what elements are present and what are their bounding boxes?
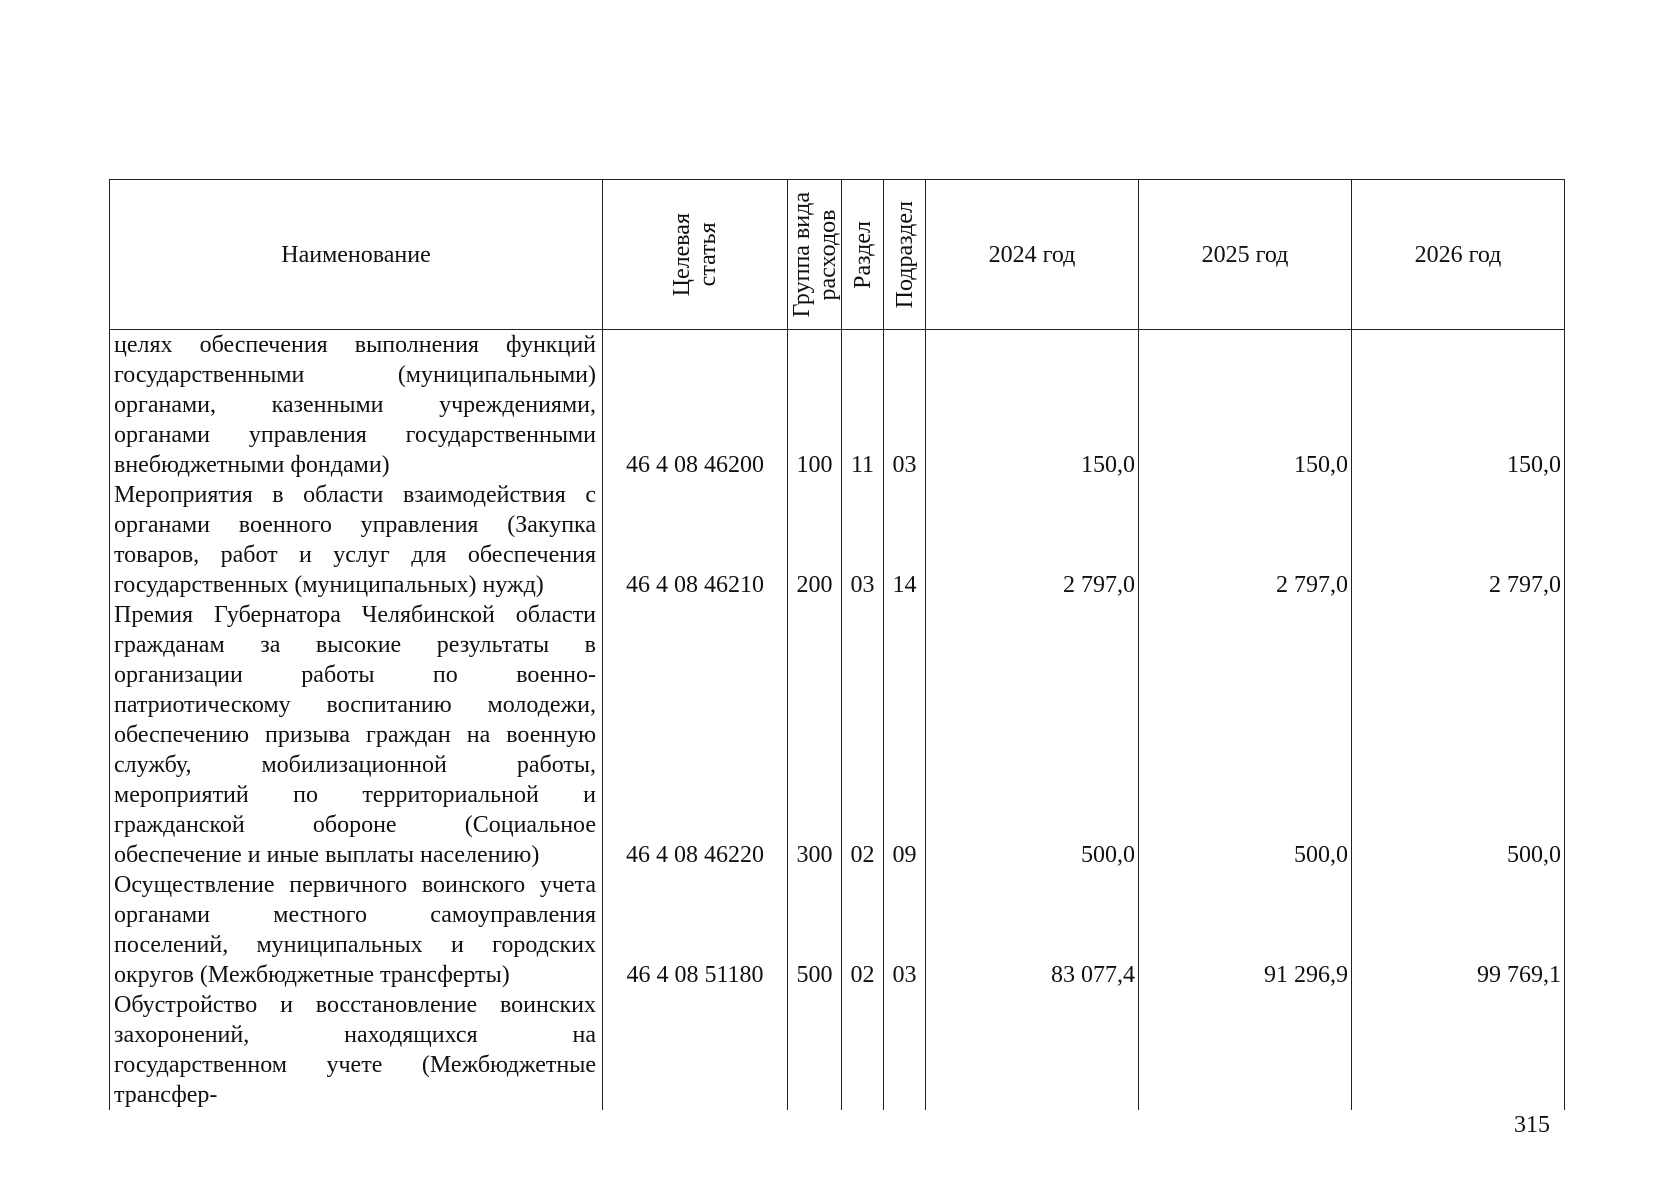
row-target-article: 46 4 08 51180 xyxy=(603,870,788,990)
row-amount-2024: 150,0 xyxy=(926,330,1139,481)
row-amount-2026 xyxy=(1352,990,1565,1110)
row-subsection: 09 xyxy=(884,600,926,870)
header-expense-group xyxy=(788,180,842,330)
row-amount-2025 xyxy=(1139,990,1352,1110)
row-expense-group: 200 xyxy=(788,480,842,600)
header-year-2025: 2025 год xyxy=(1139,180,1352,330)
row-target-article: 46 4 08 46200 xyxy=(603,330,788,481)
row-expense-group xyxy=(788,990,842,1110)
header-year-2024: 2024 год xyxy=(926,180,1139,330)
header-target-article xyxy=(603,180,788,330)
row-section xyxy=(842,990,884,1110)
row-expense-group: 500 xyxy=(788,870,842,990)
table-row xyxy=(110,600,1565,870)
row-expense-group: 300 xyxy=(788,600,842,870)
table-row xyxy=(110,480,1565,600)
row-amount-2026: 99 769,1 xyxy=(1352,870,1565,990)
row-amount-2024 xyxy=(926,990,1139,1110)
row-amount-2026: 2 797,0 xyxy=(1352,480,1565,600)
header-subsection xyxy=(884,180,926,330)
header-subsection-label: Подраздел xyxy=(891,200,918,309)
row-amount-2025: 500,0 xyxy=(1139,600,1352,870)
table-row xyxy=(110,330,1565,481)
row-target-article: 46 4 08 46210 xyxy=(603,480,788,600)
header-name: Наименование xyxy=(110,180,603,330)
row-section: 11 xyxy=(842,330,884,481)
header-section-label: Раздел xyxy=(849,220,876,289)
row-subsection xyxy=(884,990,926,1110)
row-amount-2025: 91 296,9 xyxy=(1139,870,1352,990)
header-section xyxy=(842,180,884,330)
row-name: Осуществление первичного воинского учета органами местного самоуправления поселений, муниципальных и городских округов (Межбюджетные трансферты) xyxy=(110,870,603,990)
page-number: 315 xyxy=(1514,1112,1550,1138)
header-target-article-label: Целевая статья xyxy=(669,212,721,297)
header-year-2026: 2026 год xyxy=(1352,180,1565,330)
row-name: Премия Губернатора Челябинской области гражданам за высокие результаты в организации работы по военно-патриотическому воспитанию молодежи, обеспечению призыва граждан на военную службу, мобилизационной работы, мероприятий по территориальной и гражданской обороне (Социальное обеспечение и иные выплаты населению) xyxy=(110,600,603,870)
table-row xyxy=(110,870,1565,990)
row-section: 02 xyxy=(842,870,884,990)
row-amount-2025: 2 797,0 xyxy=(1139,480,1352,600)
row-section: 03 xyxy=(842,480,884,600)
row-amount-2026: 150,0 xyxy=(1352,330,1565,481)
table-header-row xyxy=(110,180,1565,330)
row-target-article xyxy=(603,990,788,1110)
row-subsection: 03 xyxy=(884,330,926,481)
row-amount-2024: 500,0 xyxy=(926,600,1139,870)
row-subsection: 14 xyxy=(884,480,926,600)
row-amount-2026: 500,0 xyxy=(1352,600,1565,870)
table-row xyxy=(110,990,1565,1110)
row-section: 02 xyxy=(842,600,884,870)
row-name: Обустройство и восстановление воинских захоронений, находящихся на государственном учете (Межбюджетные трансфер- xyxy=(110,990,603,1110)
row-amount-2025: 150,0 xyxy=(1139,330,1352,481)
header-expense-group-label: Группа вида расходов xyxy=(788,191,841,318)
row-name: целях обеспечения выполнения функций государственными (муниципальными) органами, казенными учреждениями, органами управления государственными внебюджетными фондами) xyxy=(110,330,603,481)
row-expense-group: 100 xyxy=(788,330,842,481)
row-name: Мероприятия в области взаимодействия с органами военного управления (Закупка товаров, работ и услуг для обеспечения государственных (муниципальных) нужд) xyxy=(110,480,603,600)
row-subsection: 03 xyxy=(884,870,926,990)
row-amount-2024: 83 077,4 xyxy=(926,870,1139,990)
row-amount-2024: 2 797,0 xyxy=(926,480,1139,600)
budget-table xyxy=(109,179,1565,1110)
row-target-article: 46 4 08 46220 xyxy=(603,600,788,870)
